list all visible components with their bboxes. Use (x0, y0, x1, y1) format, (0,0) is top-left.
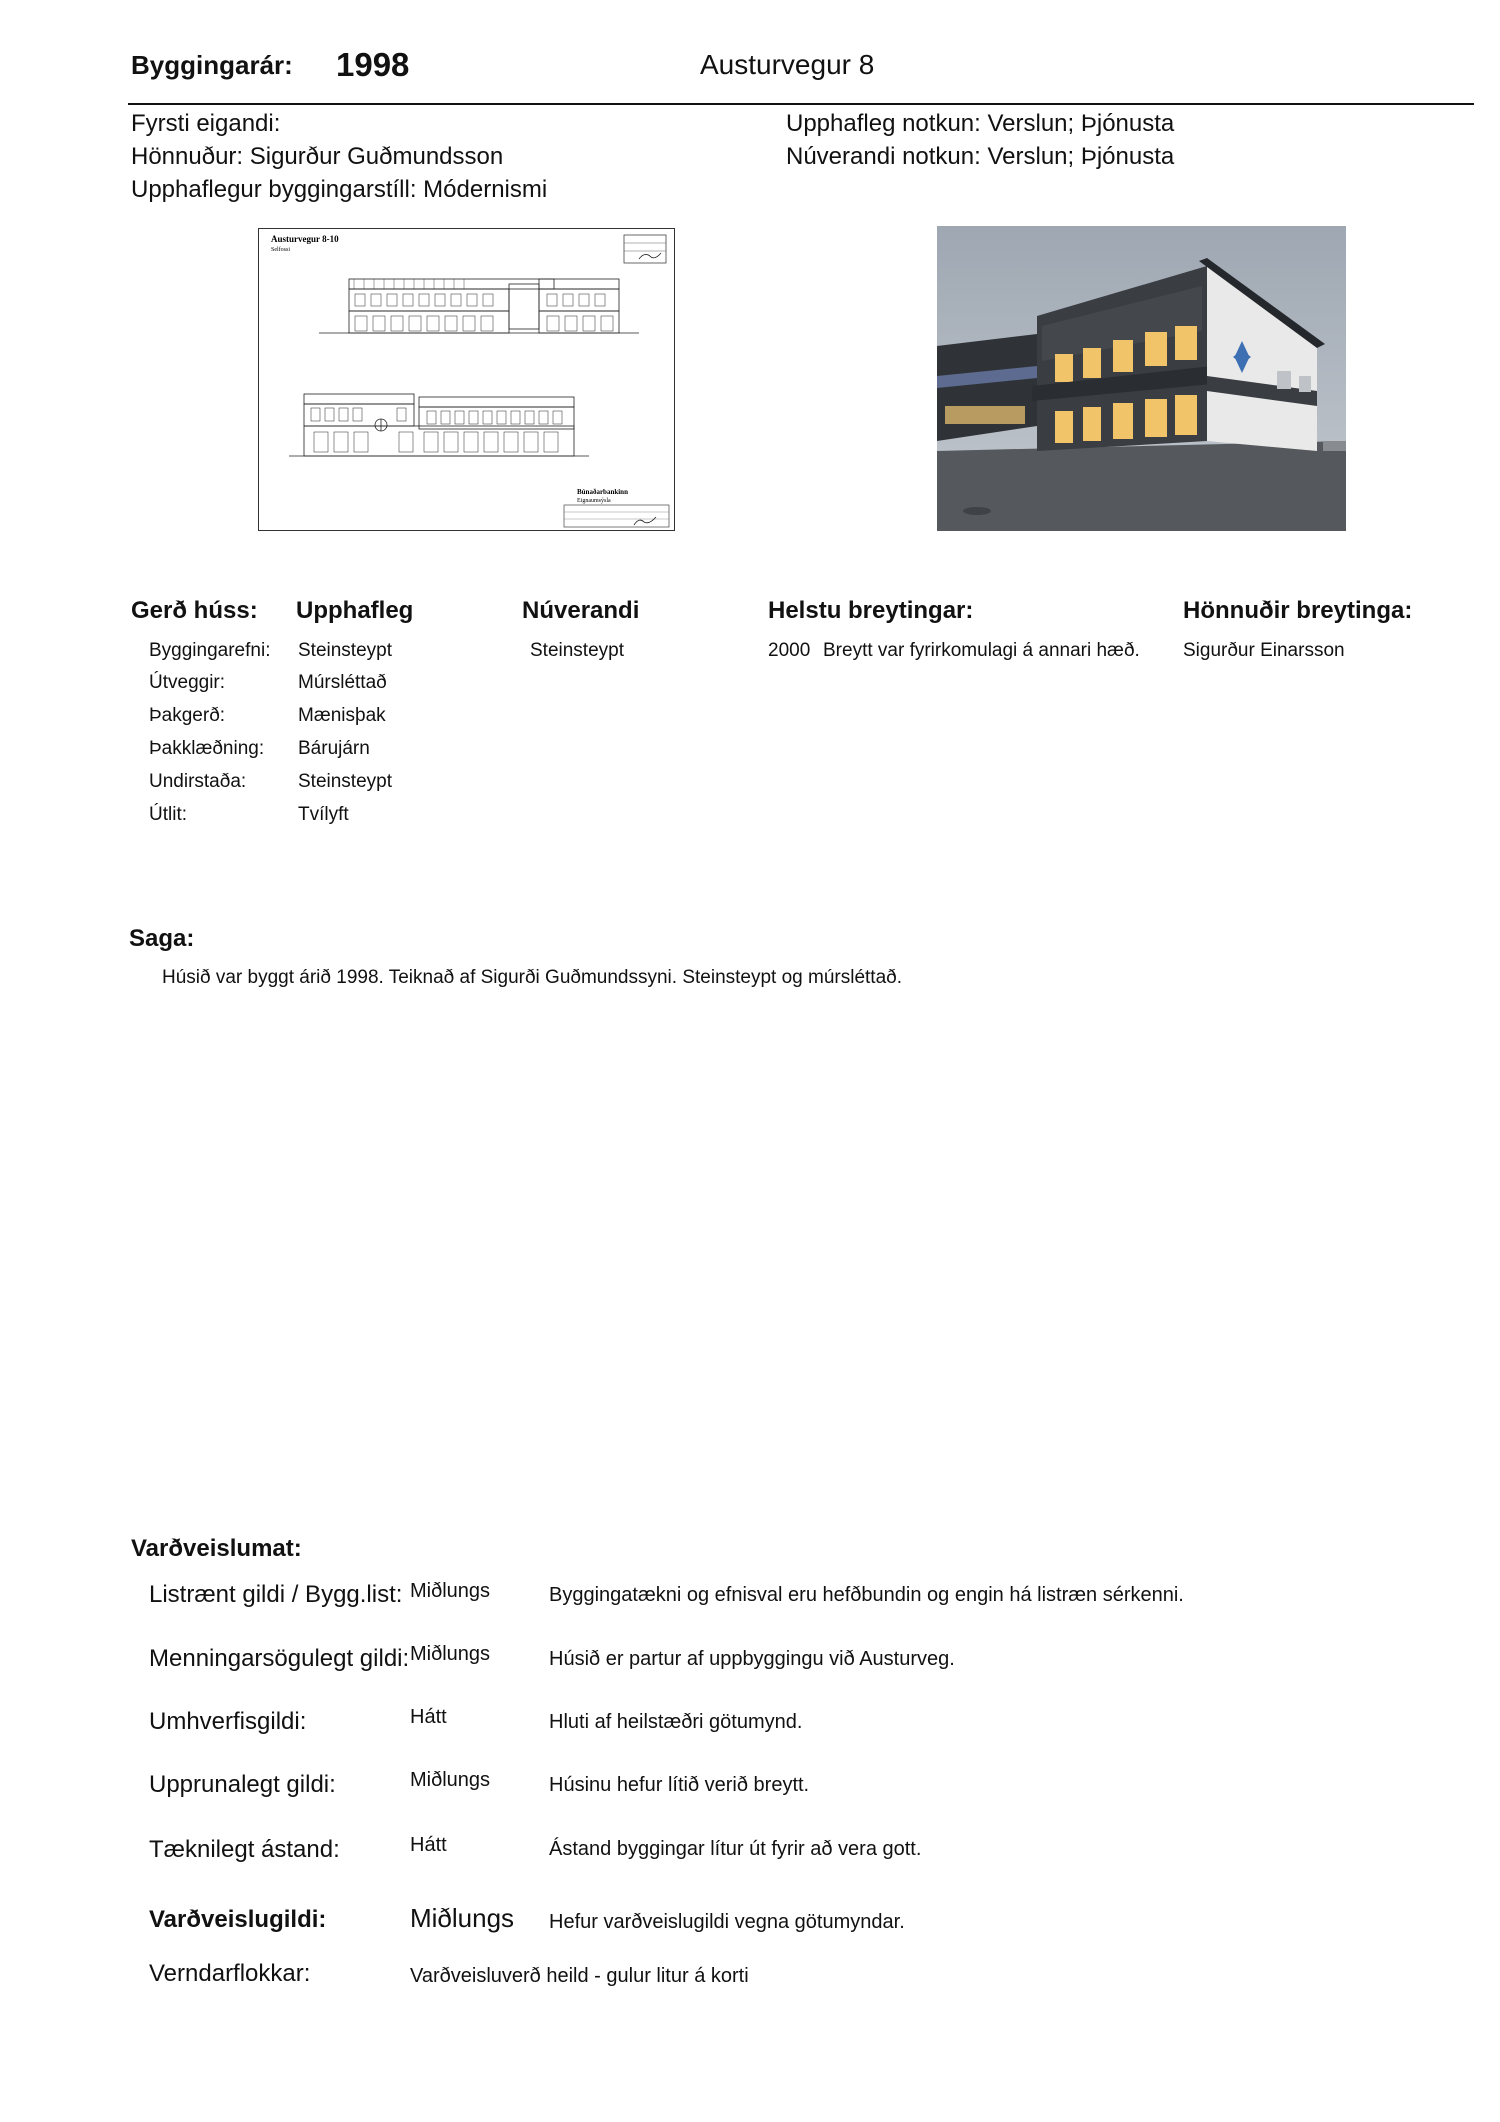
row-value: Bárujárn (298, 738, 370, 759)
drawing-bank-sub: Eignaumsýsla (577, 498, 611, 504)
row-label: Undirstaða: (149, 771, 247, 792)
protection-category-label: Verndarflokkar: (149, 1960, 311, 1987)
year-value: 1998 (336, 46, 410, 83)
first-owner: Fyrsti eigandi: (131, 110, 281, 137)
drawing-subtitle: Selfossi (271, 247, 291, 253)
preservation-note: Byggingatækni og efnisval eru hefðbundin og engin há listræn sérkenni. (549, 1584, 1184, 1606)
preservation-total-note: Hefur varðveislugildi vegna götumyndar. (549, 1911, 905, 1933)
building-style: Upphaflegur byggingarstíll: Módernismi (131, 176, 548, 203)
row-label: Þakgerð: (149, 705, 226, 726)
header-current: Núverandi (522, 597, 640, 624)
elevation-drawing (258, 228, 675, 531)
original-use: Upphafleg notkun: Verslun; Þjónusta (786, 110, 1175, 137)
header-change-designers: Hönnuðir breytinga: (1183, 597, 1413, 624)
current-use: Núverandi notkun: Verslun; Þjónusta (786, 143, 1175, 170)
change-description: Breytt var fyrirkomulagi á annari hæð. (823, 640, 1140, 661)
preservation-value: Hátt (410, 1834, 447, 1856)
header-original: Upphafleg (296, 597, 414, 624)
preservation-label: Upprunalegt gildi: (149, 1771, 336, 1798)
header-rule (128, 103, 1474, 105)
preservation-label: Umhverfisgildi: (149, 1708, 307, 1735)
preservation-note: Húsinu hefur lítið verið breytt. (549, 1774, 810, 1796)
drawing-title: Austurvegur 8-10 (271, 234, 339, 244)
drawing-bank-text: Búnaðarbankinn (577, 488, 628, 496)
row-label: Útveggir: (149, 672, 226, 693)
row-value: Tvílyft (298, 804, 349, 825)
row-value: Mænisþak (298, 705, 386, 726)
header-house-type: Gerð húss: (131, 597, 258, 624)
row-value: Steinsteypt (298, 640, 392, 661)
preservation-note: Ástand byggingar lítur út fyrir að vera gott. (549, 1838, 922, 1860)
row-label: Byggingarefni: (149, 640, 271, 661)
preservation-value: Hátt (410, 1706, 447, 1728)
preservation-value: Miðlungs (410, 1643, 491, 1665)
saga-text: Húsið var byggt árið 1998. Teiknað af Sigurði Guðmundssyni. Steinsteypt og múrsléttað. (162, 967, 902, 988)
preservation-title: Varðveislumat: (131, 1535, 302, 1562)
row-label: Þakklæðning: (149, 738, 265, 759)
preservation-note: Húsið er partur af uppbyggingu við Austurveg. (549, 1648, 955, 1670)
preservation-label: Menningarsögulegt gildi: (149, 1645, 410, 1672)
year-label: Byggingarár: (131, 50, 293, 80)
current-material: Steinsteypt (530, 640, 624, 661)
protection-category-value: Varðveisluverð heild - gulur litur á korti (410, 1965, 749, 1987)
change-year: 2000 (768, 640, 811, 661)
saga-title: Saga: (129, 925, 195, 952)
address-title: Austurvegur 8 (700, 49, 875, 80)
preservation-label: Tæknilegt ástand: (149, 1836, 340, 1863)
preservation-total-label: Varðveislugildi: (149, 1906, 327, 1933)
building-photo (937, 226, 1346, 531)
preservation-value: Miðlungs (410, 1580, 491, 1602)
preservation-label: Listrænt gildi / Bygg.list: (149, 1581, 403, 1608)
preservation-total-value: Miðlungs (410, 1903, 515, 1933)
header-main-changes: Helstu breytingar: (768, 597, 974, 624)
row-label: Útlit: (149, 804, 187, 825)
row-value: Múrsléttað (298, 672, 387, 693)
designer: Hönnuður: Sigurður Guðmundsson (131, 143, 504, 170)
change-designer: Sigurður Einarsson (1183, 640, 1345, 661)
preservation-note: Hluti af heilstæðri götumynd. (549, 1711, 803, 1733)
row-value: Steinsteypt (298, 771, 392, 792)
preservation-value: Miðlungs (410, 1769, 491, 1791)
